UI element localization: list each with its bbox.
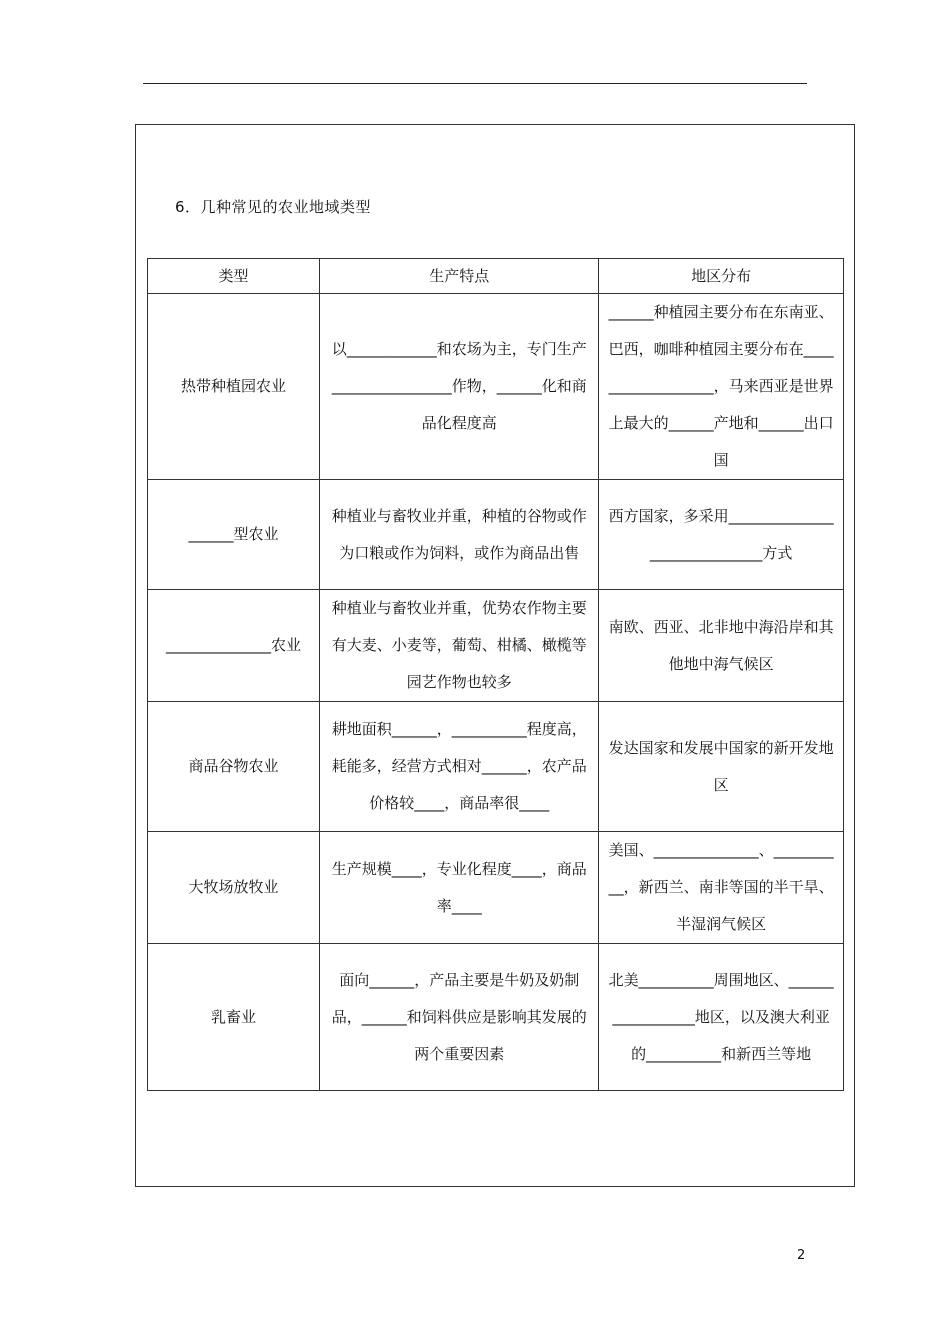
cell-distribution: 美国、______________、__________，新西兰、南非等国的半干旱、半湿润气候区 xyxy=(599,832,844,944)
cell-type: 乳畜业 xyxy=(148,944,320,1091)
cell-features: 面向______，产品主要是牛奶及奶制品，______和饲料供应是影响其发展的两个重要因素 xyxy=(320,944,599,1091)
header-rule xyxy=(143,83,807,84)
table-row xyxy=(148,832,844,944)
header-distribution: 地区分布 xyxy=(599,259,844,294)
cell-distribution: 西方国家，多采用_____________________________方式 xyxy=(599,480,844,590)
table-row xyxy=(148,294,844,480)
table-row xyxy=(148,702,844,832)
cell-distribution: 北美__________周围地区、_________________地区，以及澳大利亚的__________和新西兰等地 xyxy=(599,944,844,1091)
cell-features: 以____________和农场为主，专门生产________________作物，______化和商品化程度高 xyxy=(320,294,599,480)
cell-distribution: 南欧、西亚、北非地中海沿岸和其他地中海气候区 xyxy=(599,590,844,702)
section-title: 6．几种常见的农业地域类型 xyxy=(175,198,372,216)
cell-type: ______________农业 xyxy=(148,590,320,702)
cell-features: 种植业与畜牧业并重，种植的谷物或作为口粮或作为饲料，或作为商品出售 xyxy=(320,480,599,590)
cell-type: ______型农业 xyxy=(148,480,320,590)
page-number: 2 xyxy=(797,1248,806,1263)
table-row xyxy=(148,590,844,702)
table-row xyxy=(148,944,844,1091)
cell-type: 商品谷物农业 xyxy=(148,702,320,832)
cell-features: 耕地面积______，__________程度高，耗能多，经营方式相对______，农产品价格较____，商品率很____ xyxy=(320,702,599,832)
header-features: 生产特点 xyxy=(320,259,599,294)
table-header-row xyxy=(148,259,844,294)
cell-type: 热带种植园农业 xyxy=(148,294,320,480)
cell-features: 种植业与畜牧业并重，优势农作物主要有大麦、小麦等，葡萄、柑橘、橄榄等园艺作物也较多 xyxy=(320,590,599,702)
table-row xyxy=(148,480,844,590)
cell-features: 生产规模____，专业化程度____，商品率____ xyxy=(320,832,599,944)
cell-distribution: 发达国家和发展中国家的新开发地区 xyxy=(599,702,844,832)
cell-type: 大牧场放牧业 xyxy=(148,832,320,944)
agriculture-types-table xyxy=(147,258,844,1091)
header-type: 类型 xyxy=(148,259,320,294)
cell-distribution: ______种植园主要分布在东南亚、巴西，咖啡种植园主要分布在__________________，马来西亚是世界上最大的______产地和______出口国 xyxy=(599,294,844,480)
